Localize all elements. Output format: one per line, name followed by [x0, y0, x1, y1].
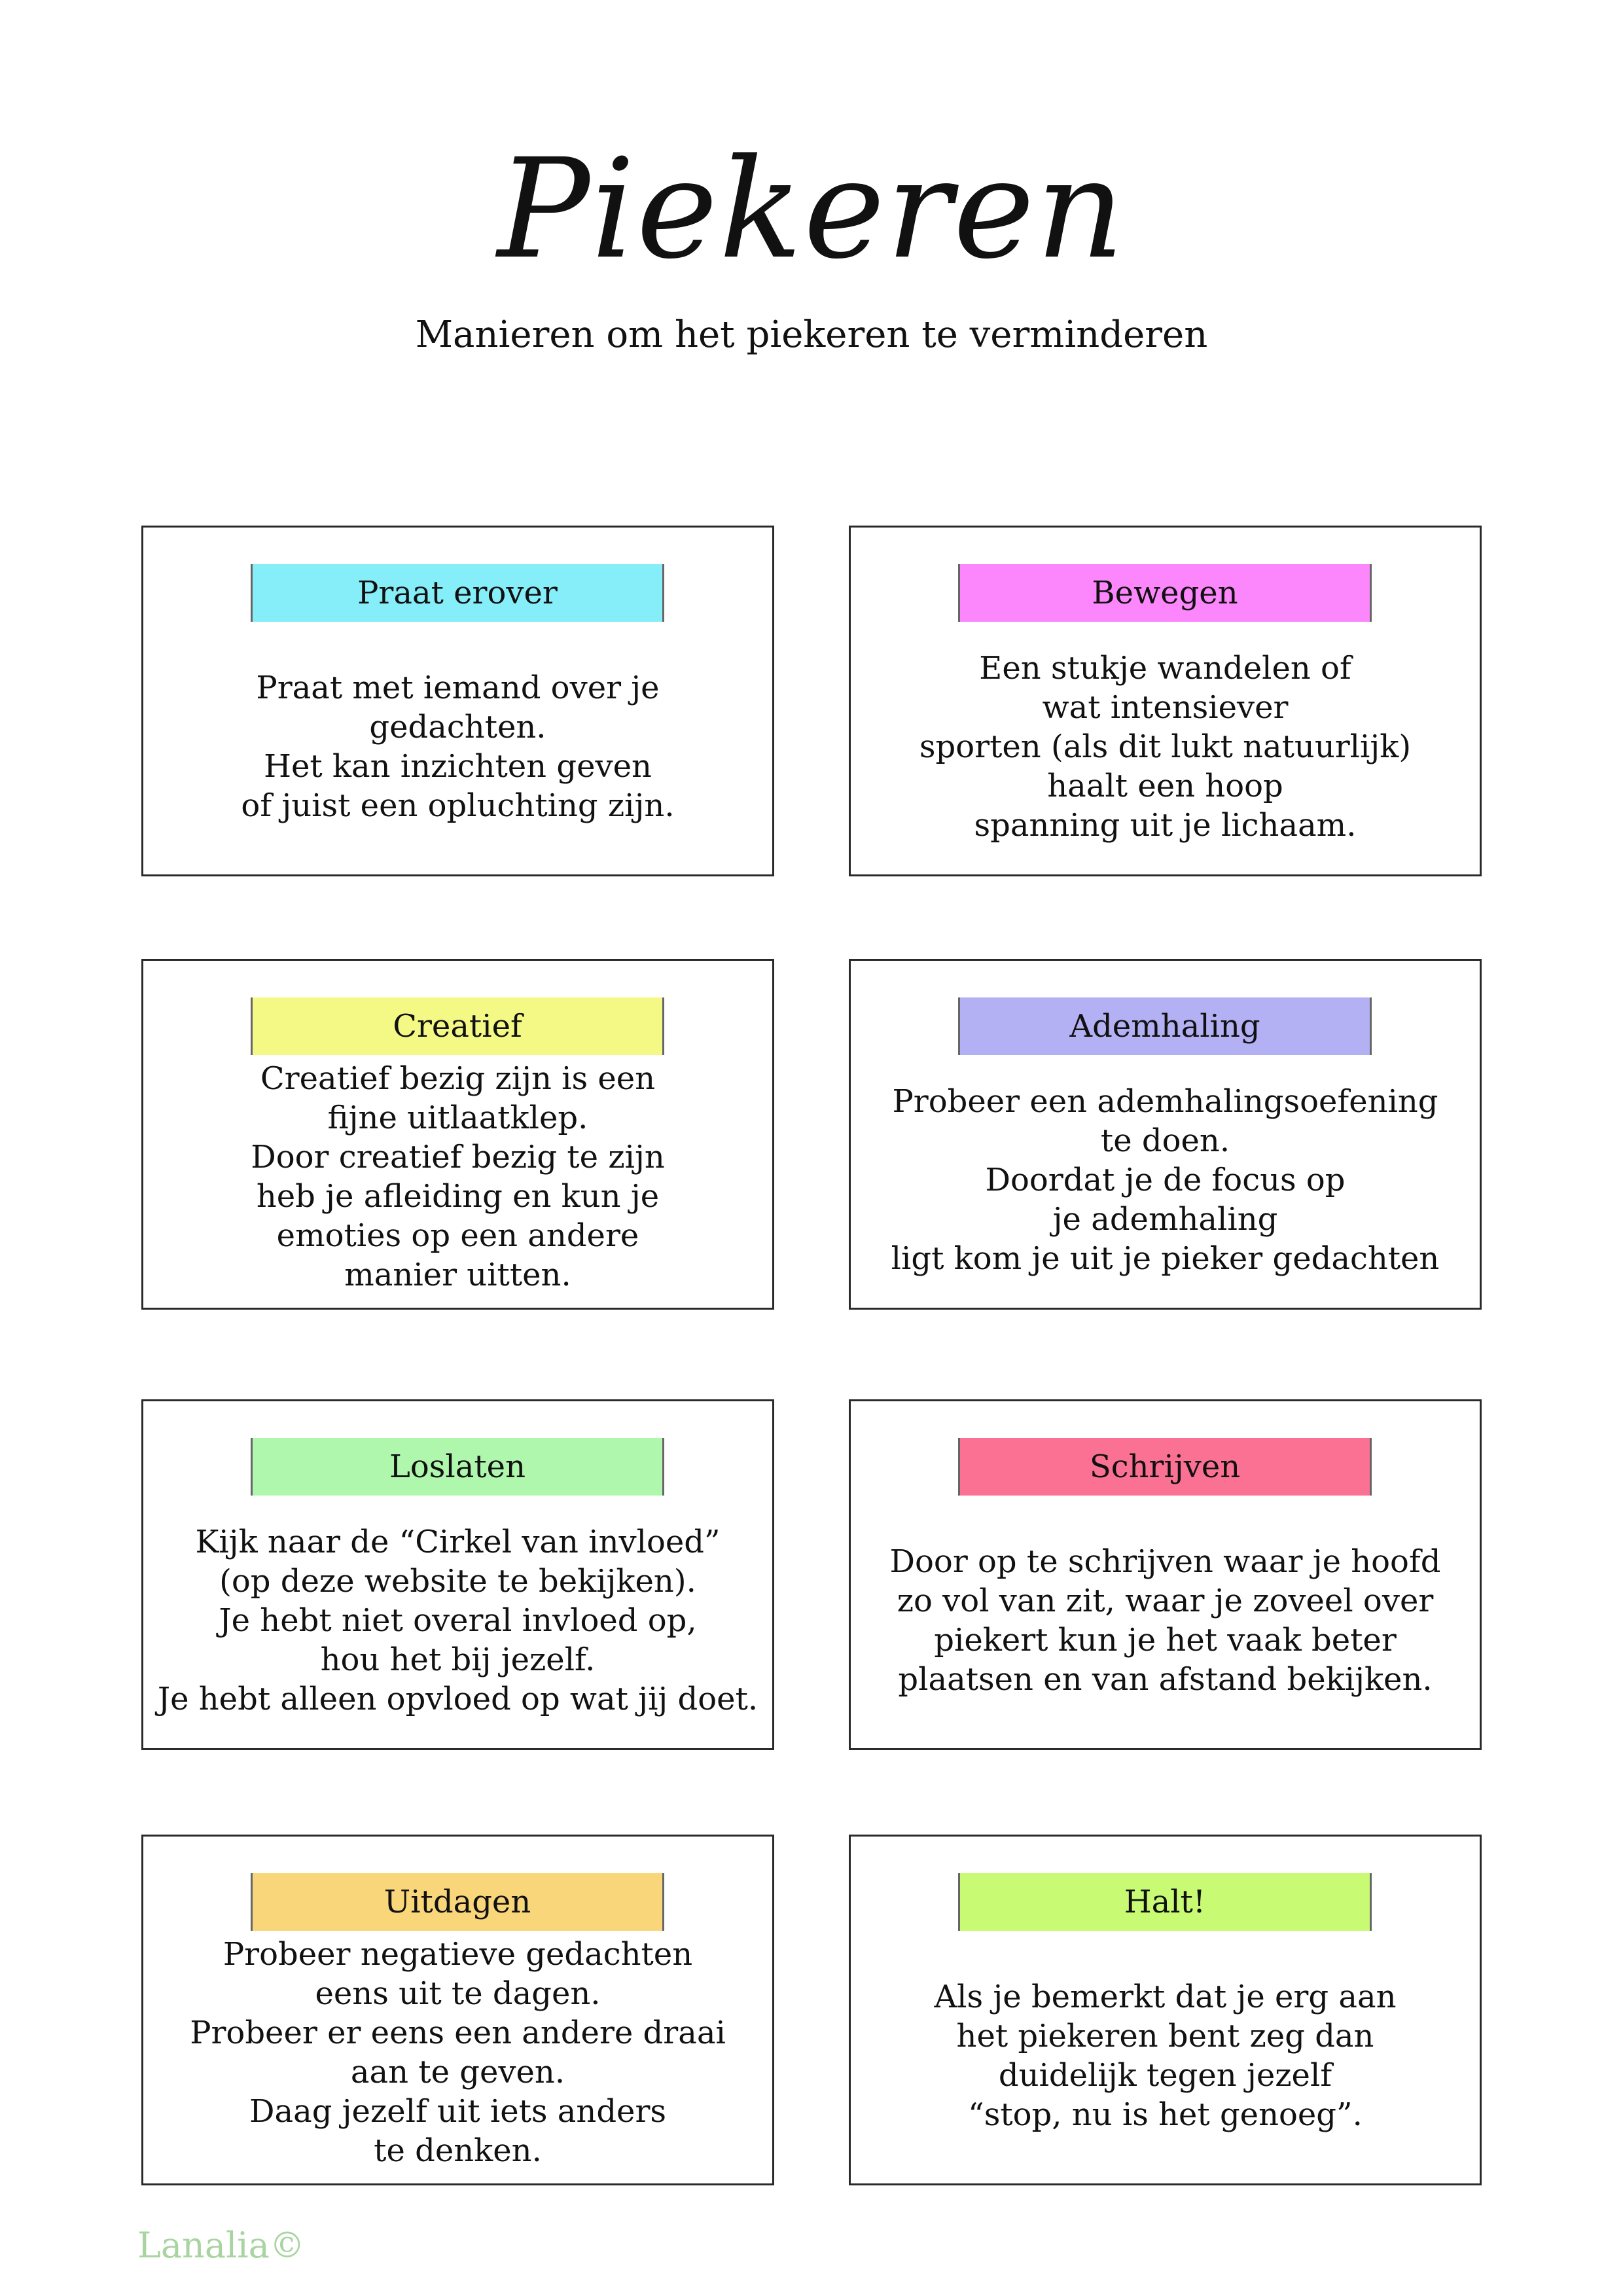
card-text-line: Doordat je de focus op	[985, 1162, 1346, 1198]
card-text-line: emoties op een andere	[276, 1217, 639, 1254]
card-text-line: Probeer negatieve gedachten	[223, 1936, 693, 1973]
card-text-line: Daag jezelf uit iets anders	[249, 2093, 667, 2130]
card-text	[150, 1928, 766, 2177]
card-text-line: haalt een hoop	[1047, 768, 1283, 804]
card-text	[150, 626, 766, 868]
card-creatief	[141, 959, 774, 1310]
card-label: Halt!	[958, 1873, 1372, 1931]
card-text	[857, 1935, 1473, 2177]
card-text-line: Door op te schrijven waar je hoofd	[889, 1543, 1441, 1580]
card-text-line: Een stukje wandelen of	[979, 650, 1351, 687]
card-text	[150, 1052, 766, 1301]
card-text-line: zo vol van zit, waar je zoveel over	[897, 1583, 1434, 1619]
card-text	[150, 1499, 766, 1742]
card-text-line: Je hebt niet overal invloed op,	[219, 1602, 697, 1639]
card-text	[857, 1499, 1473, 1742]
card-text-line: Creatief bezig zijn is een	[260, 1060, 656, 1097]
card-text-line: te doen.	[1100, 1122, 1230, 1159]
card-text-line: Door creatief bezig te zijn	[251, 1139, 665, 1175]
card-text-line: Probeer een ademhalingsoefening	[892, 1083, 1438, 1120]
card-text	[857, 626, 1473, 868]
card-uitdagen	[141, 1835, 774, 2185]
card-label: Uitdagen	[251, 1873, 664, 1931]
card-text-line: fijne uitlaatklep.	[327, 1100, 588, 1136]
card-schrijven	[849, 1399, 1482, 1750]
card-text-line: of juist een opluchting zijn.	[241, 787, 675, 824]
card-text	[857, 1059, 1473, 1301]
card-praat-erover	[141, 526, 774, 876]
card-label: Loslaten	[251, 1438, 664, 1496]
card-text-line: Je hebt alleen opvloed op wat jij doet.	[157, 1681, 758, 1717]
card-ademhaling	[849, 959, 1482, 1310]
card-text-line: “stop, nu is het genoeg”.	[968, 2096, 1363, 2133]
card-label: Schrijven	[958, 1438, 1372, 1496]
card-text-line: gedachten.	[369, 709, 546, 745]
card-text-line: Als je bemerkt dat je erg aan	[934, 1979, 1397, 2015]
card-text-line: (op deze website te bekijken).	[219, 1563, 696, 1600]
card-text-line: Probeer er eens een andere draai	[190, 2015, 726, 2051]
card-halt	[849, 1835, 1482, 2185]
card-bewegen	[849, 526, 1482, 876]
card-text-line: Praat met iemand over je	[256, 670, 660, 706]
copyright-credit: Lanalia©	[137, 2225, 305, 2266]
card-text-line: te denken.	[374, 2132, 542, 2169]
card-text-line: sporten (als dit lukt natuurlijk)	[919, 728, 1412, 765]
card-text-line: aan te geven.	[350, 2054, 565, 2090]
card-text-line: Kijk naar de “Cirkel van invloed”	[195, 1524, 721, 1560]
card-text-line: plaatsen en van afstand bekijken.	[898, 1661, 1433, 1698]
card-text-line: hou het bij jezelf.	[320, 1641, 596, 1678]
card-text-line: ligt kom je uit je pieker gedachten	[891, 1240, 1440, 1277]
card-text-line: manier uitten.	[344, 1257, 571, 1293]
card-loslaten	[141, 1399, 774, 1750]
card-text-line: heb je afleiding en kun je	[256, 1178, 660, 1215]
card-label: Creatief	[251, 997, 664, 1055]
card-text-line: je ademhaling	[1052, 1201, 1278, 1238]
card-label: Praat erover	[251, 564, 664, 622]
card-label: Ademhaling	[958, 997, 1372, 1055]
card-text-line: eens uit te dagen.	[315, 1975, 601, 2012]
card-text-line: het piekeren bent zeg dan	[956, 2018, 1374, 2054]
page-title: Piekeren	[497, 129, 1126, 289]
card-text-line: piekert kun je het vaak beter	[934, 1622, 1397, 1659]
card-label: Bewegen	[958, 564, 1372, 622]
card-text-line: wat intensiever	[1042, 689, 1289, 726]
card-text-line: spanning uit je lichaam.	[974, 807, 1357, 844]
card-text-line: duidelijk tegen jezelf	[998, 2057, 1332, 2094]
page-subtitle: Manieren om het piekeren te verminderen	[415, 314, 1208, 356]
card-text-line: Het kan inzichten geven	[264, 748, 652, 785]
